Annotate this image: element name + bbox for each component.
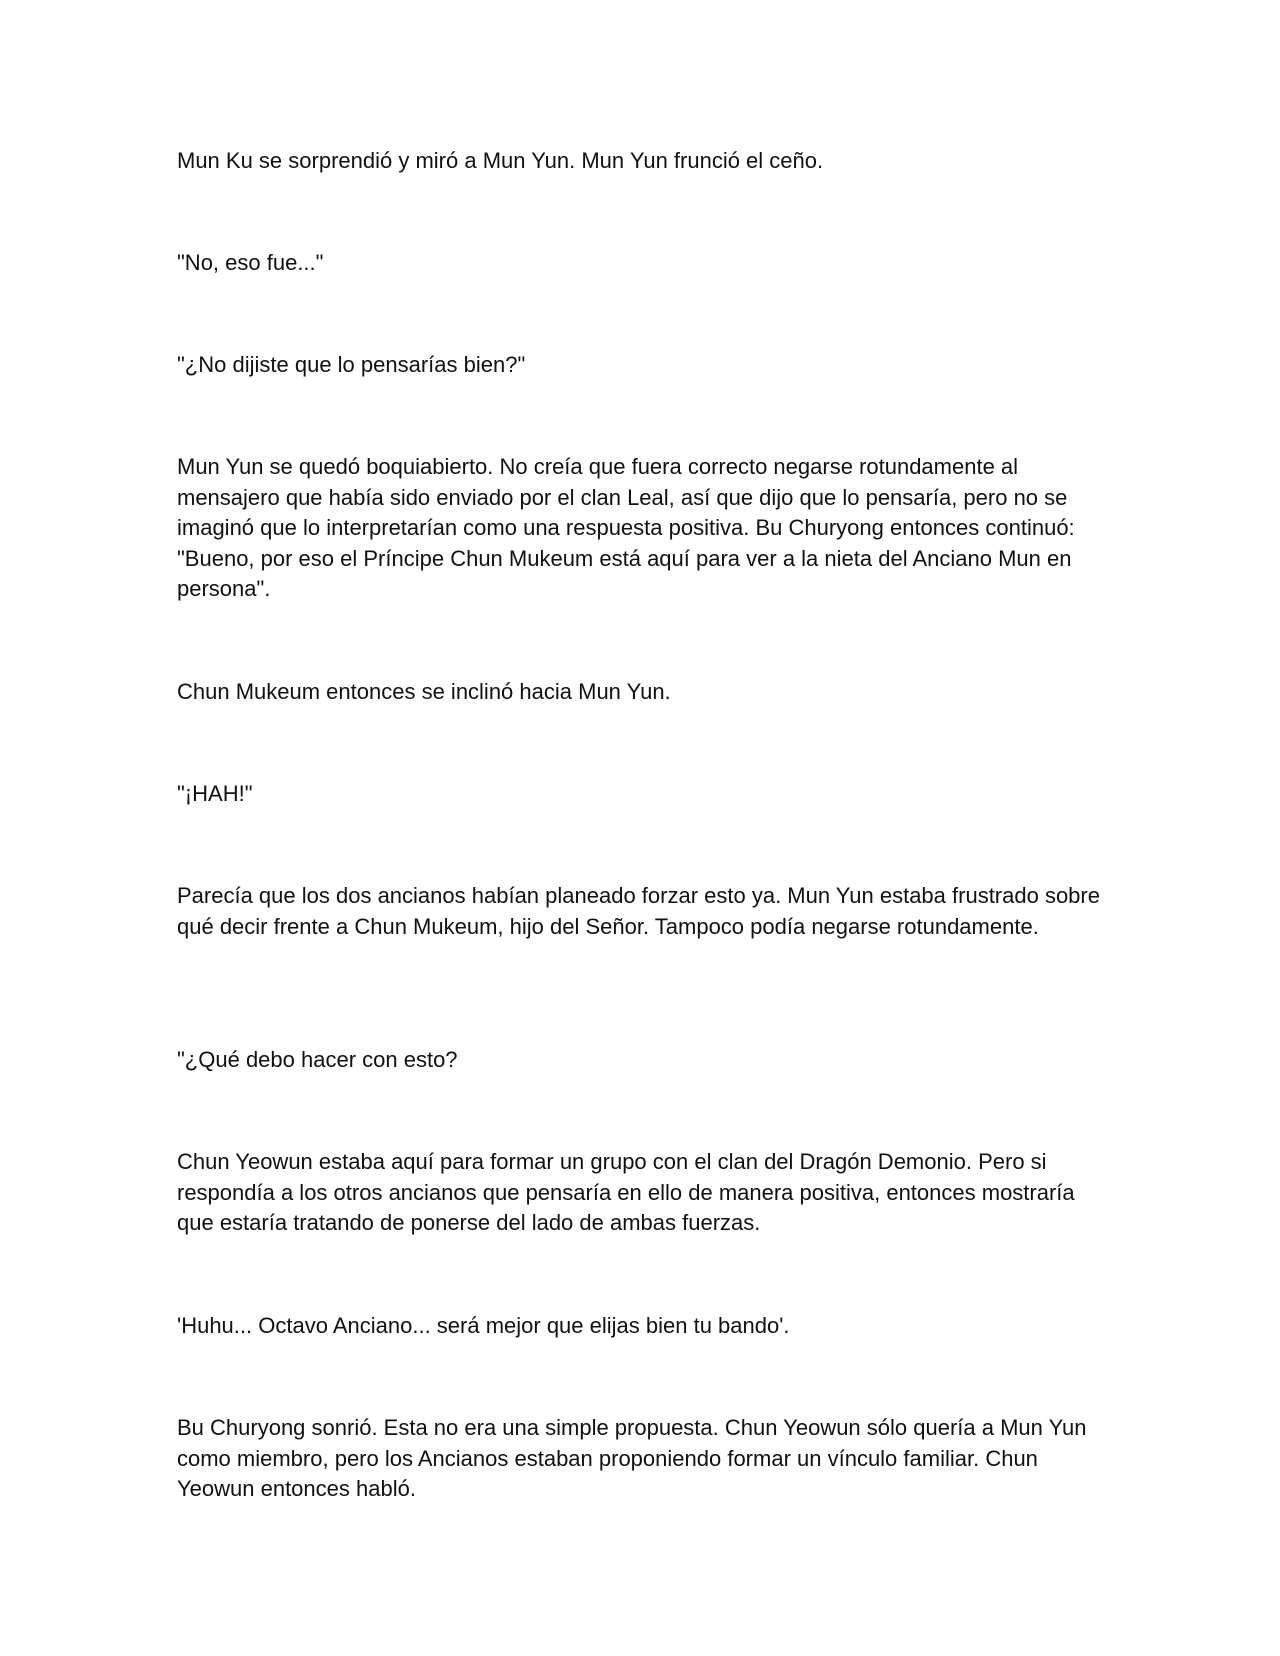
paragraph-6: "¡HAH!" [177,781,253,806]
paragraph-9: Chun Yeowun estaba aquí para formar un grupo con el clan del Dragón Demonio. Pero si respondía a los otros ancianos que pensaría en ello de manera positiva, entonces mostraría que estaría tratando de ponerse del lado de ambas fuerzas. [177,1149,1075,1235]
paragraph-5: Chun Mukeum entonces se inclinó hacia Mun Yun. [177,679,671,704]
paragraph-2: "No, eso fue..." [177,250,324,275]
paragraph-7: Parecía que los dos ancianos habían planeado forzar esto ya. Mun Yun estaba frustrado sobre qué decir frente a Chun Mukeum, hijo del Señor. Tampoco podía negarse rotundamente. [177,883,1100,939]
paragraph-3: "¿No dijiste que lo pensarías bien?" [177,352,526,377]
paragraph-8: "¿Qué debo hacer con esto? [177,1047,458,1072]
paragraph-11: Bu Churyong sonrió. Esta no era una simple propuesta. Chun Yeowun sólo quería a Mun Yun como miembro, pero los Ancianos estaban proponiendo formar un vínculo familiar. Chun Yeowun entonces habló. [177,1415,1087,1501]
paragraph-4: Mun Yun se quedó boquiabierto. No creía que fuera correcto negarse rotundamente al mensajero que había sido enviado por el clan Leal, así que dijo que lo pensaría, pero no se imaginó que lo interpretarían como una respuesta positiva. Bu Churyong entonces continuó: "Bueno, por eso el Príncipe Chun Mukeum está aquí para ver a la nieta del Anciano Mun en persona". [177,454,1075,601]
paragraph-1: Mun Ku se sorprendió y miró a Mun Yun. Mun Yun frunció el ceño. [177,148,824,173]
paragraph-10: 'Huhu... Octavo Anciano... será mejor que elijas bien tu bando'. [177,1313,790,1338]
